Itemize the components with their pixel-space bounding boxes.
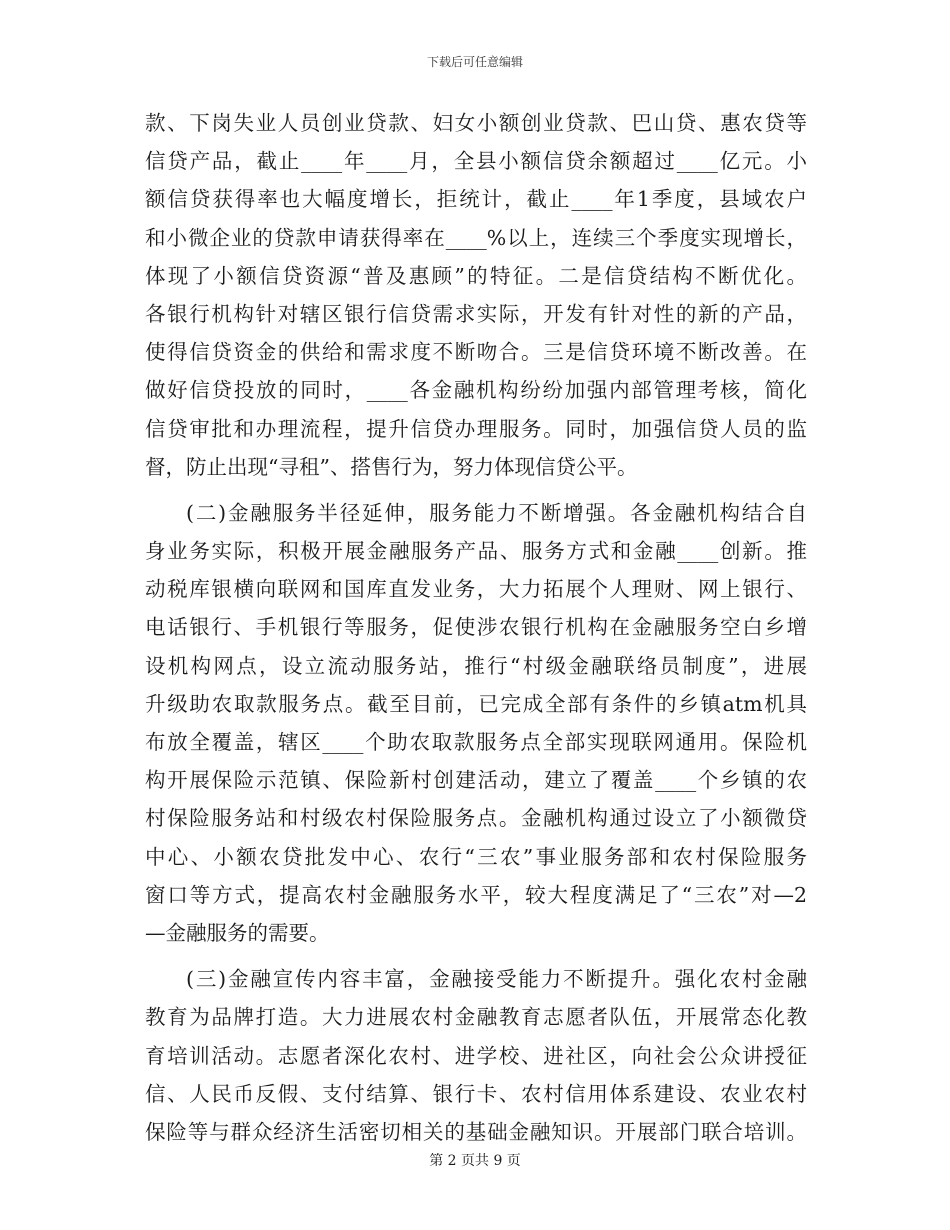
text-line: 额信贷获得率也大幅度增长，拒统计，截止____年1季度，县域农户 bbox=[145, 187, 807, 212]
text-line: 信贷产品，截止____年____月，全县小额信贷余额超过____亿元。小 bbox=[145, 149, 807, 174]
section-heading-line: (三)金融宣传内容丰富，金融接受能力不断提升。强化农村金融 bbox=[186, 967, 807, 992]
text-line: 窗口等方式，提高农村金融服务水平，较大程度满足了“三农”对—2 bbox=[145, 882, 807, 907]
text-line: 布放全覆盖，辖区____个助农取款服务点全部实现联网通用。保险机 bbox=[145, 730, 807, 754]
text-line: 升级助农取款服务点。截至目前，已完成全部有条件的乡镇atm机具 bbox=[145, 691, 807, 716]
text-line: 和小微企业的贷款申请获得率在____%以上，连续三个季度实现增长， bbox=[145, 225, 807, 250]
text-line: 身业务实际，积极开展金融服务产品、服务方式和金融____创新。推 bbox=[145, 539, 807, 564]
text-line: 教育为品牌打造。大力进展农村金融教育志愿者队伍，开展常态化教 bbox=[145, 1005, 807, 1030]
text-line: —金融服务的需要。 bbox=[145, 920, 330, 945]
text-line: 各银行机构针对辖区银行信贷需求实际，开发有针对性的新的产品， bbox=[145, 301, 807, 326]
text-line: 中心、小额农贷批发中心、农行“三农”事业服务部和农村保险服务 bbox=[145, 844, 807, 869]
text-line: 保险等与群众经济生活密切相关的基础金融知识。开展部门联合培训。 bbox=[145, 1119, 807, 1144]
text-line: 款、下岗失业人员创业贷款、妇女小额创业贷款、巴山贷、惠农贷等 bbox=[145, 111, 807, 135]
text-line: 动税库银横向联网和国库直发业务，大力拓展个人理财、网上银行、 bbox=[145, 577, 807, 602]
text-line: 构开展保险示范镇、保险新村创建活动，建立了覆盖____个乡镇的农 bbox=[145, 768, 807, 793]
page-header: 下载后可任意编辑 bbox=[426, 55, 523, 69]
text-line: 育培训活动。志愿者深化农村、进学校、进社区，向社会公众讲授征 bbox=[145, 1043, 807, 1068]
text-line: 村保险服务站和村级农村保险服务点。金融机构通过设立了小额微贷 bbox=[145, 806, 807, 831]
document-body bbox=[145, 104, 807, 1151]
page-number: 第 2 页共 9 页 bbox=[429, 1153, 521, 1169]
text-line: 设机构网点，设立流动服务站，推行“村级金融联络员制度”，进展 bbox=[145, 653, 807, 678]
text-line: 体现了小额信贷资源“普及惠顾”的特征。二是信贷结构不断优化。 bbox=[145, 263, 807, 288]
text-line: 使得信贷资金的供给和需求度不断吻合。三是信贷环境不断改善。在 bbox=[145, 340, 807, 365]
text-line: 电话银行、手机银行等服务，促使涉农银行机构在金融服务空白乡增 bbox=[145, 615, 807, 640]
text-line: 信、人民币反假、支付结算、银行卡、农村信用体系建设、农业农村 bbox=[145, 1081, 807, 1106]
text-line: 做好信贷投放的同时，____各金融机构纷纷加强内部管理考核，简化 bbox=[145, 378, 807, 403]
text-line: 信贷审批和办理流程，提升信贷办理服务。同时，加强信贷人员的监 bbox=[145, 416, 807, 441]
section-heading-line: (二)金融服务半径延伸，服务能力不断增强。各金融机构结合自 bbox=[186, 500, 807, 525]
text-line: 督，防止出现“寻租”、搭售行为，努力体现信贷公平。 bbox=[145, 454, 638, 479]
